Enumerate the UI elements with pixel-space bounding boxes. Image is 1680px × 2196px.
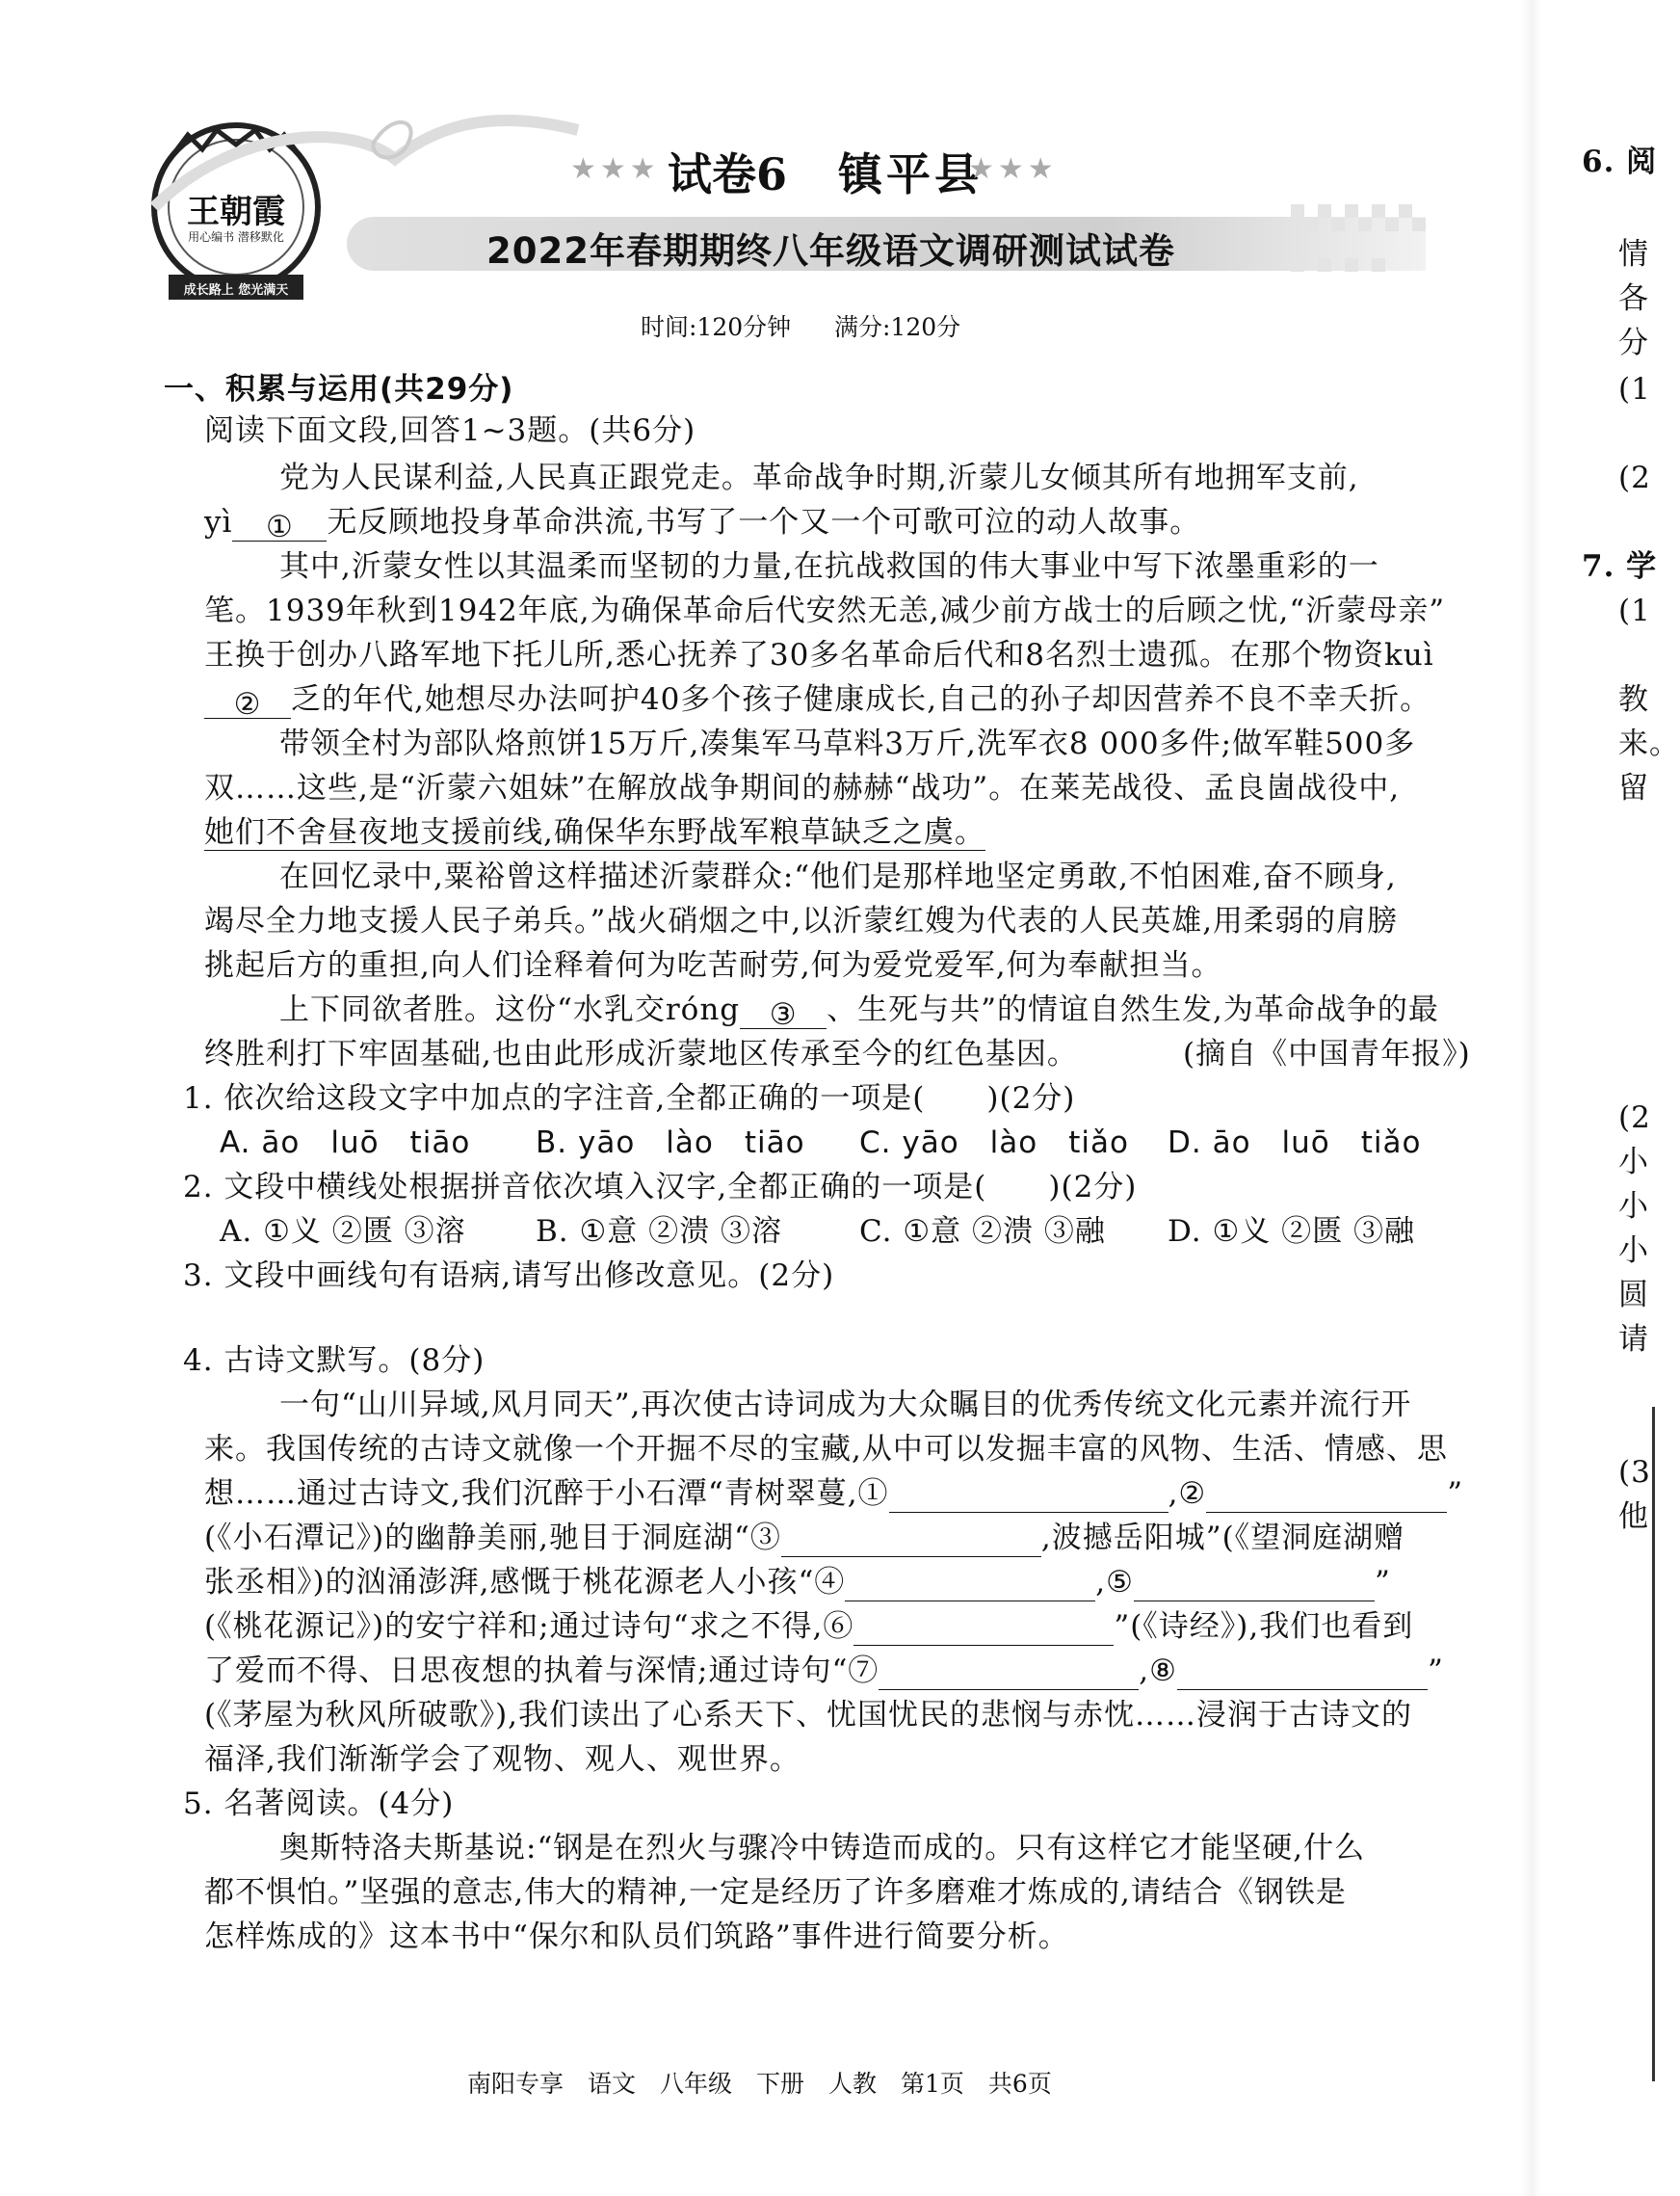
q2-option-c[interactable]: C. ①意 ②溃 ③融 <box>859 1214 1106 1249</box>
question-1: 1. 依次给这段文字中加点的字注音,全都正确的一项是( )(2分) <box>183 1081 1076 1116</box>
right-col-text: 各 <box>1618 281 1649 316</box>
right-col-text: 他 <box>1618 1499 1649 1534</box>
source-citation: (摘自《中国青年报》) <box>1183 1037 1471 1072</box>
poetry-line: (《小石潭记》)的幽静美丽,驰目于洞庭湖“③ ,波撼岳阳城”(《望洞庭湖赠 <box>204 1521 1405 1555</box>
q5-line: 奥斯特洛夫斯基说:“钢是在烈火与骤冷中铸造而成的。只有这样它才能坚硬,什么 <box>279 1831 1366 1865</box>
right-col-text: 情 <box>1618 237 1649 272</box>
q1-option-b[interactable]: B. yāo lào tiāo <box>536 1125 805 1160</box>
poetry-line: 来。我国传统的古诗文就像一个开掘不尽的宝藏,从中可以发掘丰富的风物、生活、情感、思 <box>204 1432 1448 1467</box>
question-2: 2. 文段中横线处根据拼音依次填入汉字,全都正确的一项是( )(2分) <box>183 1170 1138 1204</box>
blank-2: ② <box>204 685 291 719</box>
blank-poem-6[interactable] <box>853 1612 1114 1646</box>
blank-poem-7[interactable] <box>879 1656 1139 1690</box>
blank-poem-3[interactable] <box>781 1523 1041 1557</box>
score-info: 满分:120分 <box>834 313 961 341</box>
q1-option-a[interactable]: A. āo luō tiāo <box>220 1125 471 1160</box>
answer-area-q3[interactable] <box>183 1297 1435 1336</box>
right-col-text: (2 <box>1618 461 1651 495</box>
reading-intro: 阅读下面文段,回答1~3题。(共6分) <box>204 413 696 448</box>
poetry-line: 张丞相》)的汹涌澎湃,感慨于桃花源老人小孩“④ ,⑤ ” <box>204 1565 1391 1600</box>
poetry-line: 一句“山川异域,风月同天”,再次使古诗词成为大众瞩目的优秀传统文化元素并流行开 <box>279 1388 1412 1422</box>
paragraph-line: 其中,沂蒙女性以其温柔而坚韧的力量,在抗战救国的伟大事业中写下浓墨重彩的一 <box>279 549 1379 584</box>
poetry-line: 福泽,我们渐渐学会了观物、观人、观世界。 <box>204 1742 801 1777</box>
poetry-line: (《茅屋为秋风所破歌》),我们读出了心系天下、忧国忧民的悲悯与赤忱……浸润于古诗文的 <box>204 1698 1413 1733</box>
paragraph-line: 王换于创办八路军地下托儿所,悉心抚养了30多名革命后代和8名烈士遗孤。在那个物资kuì <box>204 638 1434 673</box>
right-col-text: (1 <box>1618 594 1651 628</box>
page-title: 2022年春期期终八年级语文调研测试试卷 <box>486 230 1175 272</box>
question-4: 4. 古诗文默写。(8分) <box>183 1343 486 1378</box>
page-right-edge <box>1652 1407 1655 2081</box>
right-col-text: 圆 <box>1618 1278 1649 1312</box>
q2-option-a[interactable]: A. ①义 ②匮 ③溶 <box>220 1214 466 1249</box>
blank-poem-4[interactable] <box>845 1568 1095 1601</box>
q1-option-d[interactable]: D. āo luō tiǎo <box>1168 1125 1422 1160</box>
right-col-text: (2 <box>1618 1100 1651 1135</box>
pinyin: yì <box>204 505 233 540</box>
q5-line: 都不惧怕。”坚强的意志,伟大的精神,一定是经历了许多磨难才炼成的,请结合《钢铁是 <box>204 1875 1347 1910</box>
county-name: 镇平县 <box>838 148 983 200</box>
question-5: 5. 名著阅读。(4分) <box>183 1786 455 1821</box>
blank-1: ① <box>232 508 327 542</box>
paragraph-line: 终胜利打下牢固基础,也由此形成沂蒙地区传承至今的红色基因。 <box>204 1037 1078 1072</box>
right-col-text: 6. 阅 <box>1582 145 1658 179</box>
q2-option-d[interactable]: D. ①义 ②匮 ③融 <box>1168 1214 1415 1249</box>
paragraph-line: 竭尽全力地支援人民子弟兵。”战火硝烟之中,以沂蒙红嫂为代表的人民英雄,用柔弱的肩膀 <box>204 904 1399 939</box>
poetry-line: 了爱而不得、日思夜想的执着与深情;通过诗句“⑦ ,⑧ ” <box>204 1654 1444 1688</box>
logo-banner: 成长路上 您光满天 <box>183 283 289 298</box>
paragraph-line: 党为人民谋利益,人民真正跟党走。革命战争时期,沂蒙儿女倾其所有地拥军支前, <box>279 461 1359 495</box>
right-col-text: 分 <box>1618 326 1649 360</box>
blank-poem-8[interactable] <box>1177 1656 1428 1690</box>
paragraph-line: 笔。1939年秋到1942年底,为确保革命后代安然无恙,减少前方战士的后顾之忧,“沂蒙母亲” <box>204 594 1446 628</box>
logo-motto: 用心编书 潜移默化 <box>188 230 284 244</box>
paragraph-line: yì ① 无反顾地投身革命洪流,书写了一个又一个可歌可泣的动人故事。 <box>204 505 1201 544</box>
blank-poem-5[interactable] <box>1134 1568 1375 1601</box>
blank-poem-1[interactable] <box>889 1479 1168 1513</box>
ribbon-decoration-icon <box>154 111 578 217</box>
exam-label: 试卷6 <box>668 148 788 200</box>
answer-area-q5[interactable] <box>183 1966 1435 2043</box>
right-col-text: 7. 学 <box>1582 549 1658 584</box>
paragraph-line: ② 乏的年代,她想尽办法呵护40多个孩子健康成长,自己的孙子却因营养不良不幸夭折。 <box>204 680 1431 719</box>
paragraph-line: 上下同欲者胜。这份“水乳交róng ③ 、生死与共”的情谊自然生发,为革命战争的最 <box>279 992 1439 1032</box>
poetry-line: (《桃花源记》)的安宁祥和;通过诗句“求之不得,⑥ ”(《诗经》),我们也看到 <box>204 1609 1414 1644</box>
q2-option-b[interactable]: B. ①意 ②溃 ③溶 <box>536 1214 782 1249</box>
logo-name: 王朝霞 <box>187 193 285 231</box>
right-col-text: (1 <box>1618 372 1651 407</box>
paragraph-line: 在回忆录中,粟裕曾这样描述沂蒙群众:“他们是那样地坚定勇敢,不怕困难,奋不顾身, <box>279 860 1397 894</box>
poetry-line: 想……通过古诗文,我们沉醉于小石潭“青树翠蔓,① ,② ” <box>204 1476 1464 1511</box>
stars-left: ★★★ <box>570 152 660 186</box>
stars-right: ★★★ <box>968 152 1058 186</box>
blank-poem-2[interactable] <box>1206 1479 1447 1513</box>
right-col-text: 来。 <box>1618 727 1680 761</box>
paragraph-line: 带领全村为部队烙煎饼15万斤,凑集军马草料3万斤,洗军衣8 000多件;做军鞋500多 <box>279 727 1416 761</box>
right-col-text: 留 <box>1618 771 1649 806</box>
checker-pattern-icon <box>1291 204 1445 281</box>
right-col-text: 小 <box>1618 1189 1649 1224</box>
q1-option-c[interactable]: C. yāo lào tiǎo <box>859 1125 1129 1160</box>
right-col-text: 教 <box>1618 682 1649 717</box>
question-3: 3. 文段中画线句有语病,请写出修改意见。(2分) <box>183 1258 835 1293</box>
right-col-text: (3 <box>1618 1455 1651 1490</box>
paragraph-line: 双……这些,是“沂蒙六姐妹”在解放战争期间的赫赫“战功”。在莱芜战役、孟良崮战役中, <box>204 771 1401 806</box>
time-info: 时间:120分钟 <box>641 313 792 341</box>
paragraph-line: 挑起后方的重担,向人们诠释着何为吃苦耐劳,何为爱党爱军,何为奉献担当。 <box>204 948 1222 983</box>
section-heading: 一、积累与运用(共29分) <box>164 372 514 407</box>
page-footer: 南阳专享 语文 八年级 下册 人教 第1页 共6页 <box>467 2070 1052 2098</box>
blank-3: ③ <box>740 995 827 1029</box>
right-col-text: 请 <box>1618 1322 1649 1357</box>
q5-line: 怎样炼成的》这本书中“保尔和队员们筑路”事件进行简要分析。 <box>204 1919 1069 1954</box>
right-col-text: 小 <box>1618 1145 1649 1179</box>
right-col-text: 小 <box>1618 1233 1649 1268</box>
underlined-sentence: 她们不舍昼夜地支援前线,确保华东野战军粮草缺乏之虞。 <box>204 815 985 850</box>
page-fold-gutter <box>1522 0 1541 2196</box>
